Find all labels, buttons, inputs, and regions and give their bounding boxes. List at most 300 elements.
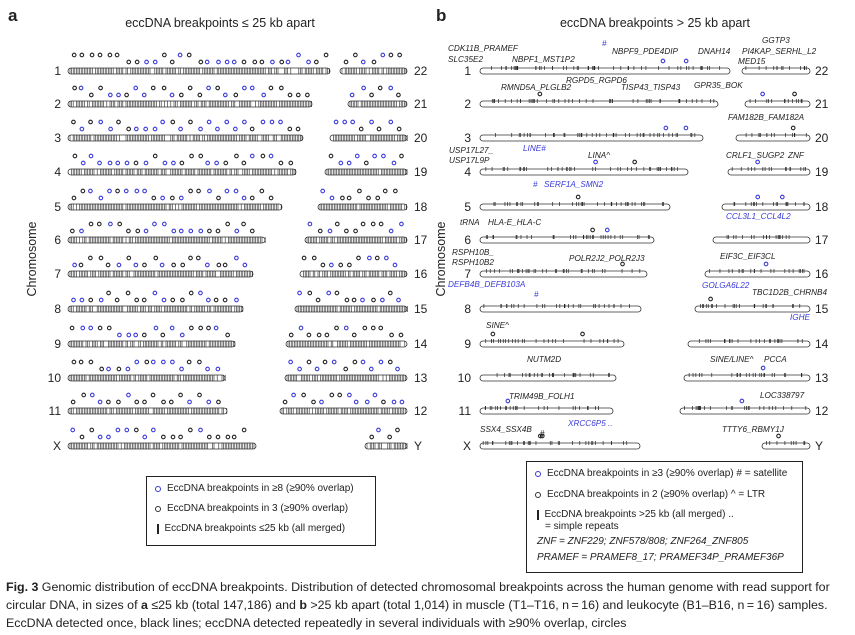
panel-a-breakpoint-circle: [179, 435, 183, 439]
panel-a-breakpoint-circle: [381, 53, 385, 57]
panel-a-breakpoint-circle: [181, 298, 185, 302]
panel-a-breakpoint-circle: [371, 222, 375, 226]
panel-b-ideogram: [448, 36, 829, 453]
gene-label: RSPH10B_: [452, 248, 494, 257]
panel-a-breakpoint-circle: [289, 360, 293, 364]
panel-a-breakpoint-circle: [189, 291, 193, 295]
panel-a-breakpoint-circle: [381, 298, 385, 302]
panel-a-breakpoint-circle: [199, 60, 203, 64]
panel-a-breakpoint-circle: [97, 222, 101, 226]
vertical-line-icon: [537, 510, 539, 520]
panel-b-breakpoint-circle: [709, 297, 713, 301]
panel-a-breakpoint-circle: [163, 161, 167, 165]
panel-a-breakpoint-circle: [117, 93, 121, 97]
legend-a-item-lines: EccDNA breakpoints ≤25 kb (all merged): [157, 523, 345, 534]
panel-a-breakpoint-circle: [223, 298, 227, 302]
panel-a-breakpoint-circle: [253, 60, 257, 64]
panel-a-breakpoint-circle: [207, 86, 211, 90]
panel-a-breakpoint-circle: [330, 196, 334, 200]
black-circle-icon: [155, 506, 161, 512]
gene-label: USP17L9P: [449, 156, 490, 165]
panel-a-breakpoint-circle: [377, 127, 381, 131]
panel-a-breakpoint-circle: [99, 256, 103, 260]
panel-a-breakpoint-circle: [372, 298, 376, 302]
panel-a-breakpoint-circle: [89, 360, 93, 364]
panel-a-chr-label-right: 12: [414, 404, 428, 418]
panel-a-breakpoint-circle: [385, 256, 389, 260]
panel-b-chr-label-left: 3: [464, 131, 471, 145]
gene-label: TTTY6_RBMY1J: [722, 425, 784, 434]
panel-a-breakpoint-circle: [72, 298, 76, 302]
panel-a-breakpoint-circle: [339, 161, 343, 165]
panel-a-breakpoint-circle: [302, 256, 306, 260]
gene-label: IGHE: [790, 313, 811, 322]
panel-a-breakpoint-circle: [388, 360, 392, 364]
panel-a-breakpoint-circle: [302, 393, 306, 397]
vertical-line-icon: [157, 524, 159, 534]
panel-a-breakpoint-circle: [332, 360, 336, 364]
panel-a-breakpoint-circle: [397, 127, 401, 131]
panel-a-breakpoint-circle: [79, 263, 83, 267]
panel-a-title: eccDNA breakpoints ≤ 25 kb apart: [125, 16, 315, 30]
panel-a-breakpoint-circle: [170, 93, 174, 97]
panel-a-breakpoint-circle: [80, 435, 84, 439]
panel-a-breakpoint-circle: [99, 86, 103, 90]
panel-a-breakpoint-circle: [180, 93, 184, 97]
panel-a-breakpoint-circle: [334, 120, 338, 124]
panel-a-breakpoint-circle: [388, 435, 392, 439]
panel-a-breakpoint-circle: [216, 367, 220, 371]
panel-a-breakpoint-circle: [207, 435, 211, 439]
panel-a-breakpoint-circle: [187, 360, 191, 364]
panel-a-breakpoint-circle: [389, 86, 393, 90]
panel-a-breakpoint-circle: [280, 60, 284, 64]
panel-b-breakpoint-circle: [594, 160, 598, 164]
panel-a-breakpoint-circle: [217, 196, 221, 200]
panel-b-chr-label-left: 4: [464, 165, 471, 179]
panel-a-breakpoint-circle: [232, 60, 236, 64]
panel-a-breakpoint-circle: [308, 291, 312, 295]
panel-a-breakpoint-circle: [98, 326, 102, 330]
panel-a-breakpoint-circle: [345, 298, 349, 302]
panel-a-breakpoint-circle: [370, 93, 374, 97]
panel-a-breakpoint-circle: [81, 161, 85, 165]
gene-label: PCCA: [764, 355, 787, 364]
panel-a-breakpoint-circle: [279, 161, 283, 165]
panel-a-breakpoint-circle: [143, 263, 147, 267]
panel-a-breakpoint-circle: [116, 428, 120, 432]
panel-a-breakpoint-circle: [315, 60, 319, 64]
panel-a-breakpoint-circle: [329, 154, 333, 158]
panel-a-breakpoint-circle: [379, 326, 383, 330]
panel-a-breakpoint-circle: [142, 298, 146, 302]
panel-b-chr-label-left: 11: [458, 404, 471, 418]
panel-a-breakpoint-circle: [72, 196, 76, 200]
panel-a-breakpoint-circle: [343, 120, 347, 124]
panel-a-breakpoint-circle: [378, 86, 382, 90]
panel-a-breakpoint-circle: [72, 120, 76, 124]
panel-a-breakpoint-circle: [89, 189, 93, 193]
panel-b-chromosome-11: [480, 408, 613, 414]
panel-b-chr-label-right: 12: [815, 404, 829, 418]
panel-a-breakpoint-circle: [289, 333, 293, 337]
panel-a-breakpoint-circle: [335, 291, 339, 295]
panel-a-breakpoint-circle: [355, 154, 359, 158]
panel-a-breakpoint-circle: [90, 53, 94, 57]
panel-a-breakpoint-circle: [153, 222, 157, 226]
panel-a-breakpoint-circle: [299, 326, 303, 330]
panel-a-breakpoint-circle: [392, 400, 396, 404]
panel-a-breakpoint-circle: [180, 161, 184, 165]
gene-label: GPR35_BOK: [694, 81, 743, 90]
panel-a-breakpoint-circle: [125, 428, 129, 432]
panel-a-breakpoint-circle: [327, 291, 331, 295]
panel-a-breakpoint-circle: [344, 367, 348, 371]
panel-a-breakpoint-circle: [162, 298, 166, 302]
panel-a-breakpoint-circle: [344, 60, 348, 64]
panel-a-breakpoint-circle: [352, 333, 356, 337]
panel-a-chr-label-right: 18: [414, 200, 428, 214]
panel-a-breakpoint-circle: [206, 263, 210, 267]
panel-a-chromosome-19: [325, 169, 407, 175]
panel-b-breakpoint-circle: [761, 366, 765, 370]
panel-a-breakpoint-circle: [189, 229, 193, 233]
panel-a-breakpoint-circle: [100, 367, 104, 371]
panel-a-breakpoint-circle: [226, 435, 230, 439]
black-circle-icon: [535, 492, 541, 498]
gene-label: TBC1D2B_CHRNB4: [752, 288, 828, 297]
gene-label: SERF1A_SMN2: [544, 180, 604, 189]
panel-a-breakpoint-circle: [261, 154, 265, 158]
panel-a-breakpoint-circle: [370, 120, 374, 124]
panel-a-breakpoint-circle: [117, 263, 121, 267]
panel-a-breakpoint-circle: [328, 229, 332, 233]
panel-a-breakpoint-circle: [396, 367, 400, 371]
panel-b-chr-label-right: 19: [815, 165, 829, 179]
panel-a-breakpoint-circle: [320, 400, 324, 404]
panel-a-breakpoint-circle: [144, 127, 148, 131]
panel-a-breakpoint-circle: [372, 60, 376, 64]
panel-a-breakpoint-circle: [162, 86, 166, 90]
panel-a-breakpoint-circle: [260, 189, 264, 193]
panel-a-breakpoint-circle: [154, 326, 158, 330]
panel-a-breakpoint-circle: [180, 367, 184, 371]
gene-label: USP17L27_: [449, 146, 494, 155]
panel-a-breakpoint-circle: [161, 196, 165, 200]
panel-a-breakpoint-circle: [99, 120, 103, 124]
panel-a-chromosome-8: [68, 306, 243, 312]
panel-a-breakpoint-circle: [98, 435, 102, 439]
panel-a-breakpoint-circle: [136, 229, 140, 233]
panel-a-breakpoint-circle: [163, 222, 167, 226]
panel-a-breakpoint-circle: [312, 256, 316, 260]
panel-b-chromosome-6: [480, 237, 654, 243]
panel-a-breakpoint-circle: [170, 326, 174, 330]
panel-a-breakpoint-circle: [143, 400, 147, 404]
panel-b-breakpoint-circle: [576, 195, 580, 199]
panel-a-breakpoint-circle: [217, 60, 221, 64]
gene-label: MED15: [738, 57, 766, 66]
panel-b-chr-label-left: 8: [464, 302, 471, 316]
panel-a-breakpoint-circle: [330, 393, 334, 397]
panel-a-breakpoint-circle: [286, 60, 290, 64]
panel-a-breakpoint-circle: [126, 367, 130, 371]
gene-label: EIF3C_EIF3CL: [720, 252, 776, 261]
panel-a-breakpoint-circle: [89, 154, 93, 158]
gene-label: POLR2J2_POLR2J3: [569, 254, 645, 263]
panel-b-chr-label-right: 15: [815, 302, 829, 316]
panel-a-breakpoint-circle: [397, 298, 401, 302]
panel-a-breakpoint-circle: [198, 93, 202, 97]
panel-a-breakpoint-circle: [134, 86, 138, 90]
gene-label: DEFB4B_DEFB103A: [448, 280, 526, 289]
panel-a-breakpoint-circle: [197, 189, 201, 193]
panel-a-breakpoint-circle: [335, 326, 339, 330]
panel-a-breakpoint-circle: [162, 400, 166, 404]
panel-a-breakpoint-circle: [383, 189, 387, 193]
gene-label: GOLGA6L22: [702, 281, 750, 290]
panel-a-breakpoint-circle: [379, 360, 383, 364]
panel-a-breakpoint-circle: [189, 120, 193, 124]
panel-a-breakpoint-circle: [199, 229, 203, 233]
panel-a-breakpoint-circle: [225, 120, 229, 124]
panel-a-breakpoint-circle: [127, 256, 131, 260]
panel-a-breakpoint-circle: [135, 189, 139, 193]
panel-b-chr-label-right: 22: [815, 64, 829, 78]
panel-b-breakpoint-circle: [791, 126, 795, 130]
panel-a-breakpoint-circle: [109, 127, 113, 131]
panel-b-chromosome-13: [684, 375, 810, 381]
panel-a-breakpoint-circle: [134, 161, 138, 165]
gene-label: RSPH10B2: [452, 258, 494, 267]
panel-a-breakpoint-circle: [250, 154, 254, 158]
panel-a-breakpoint-circle: [335, 222, 339, 226]
panel-b-chr-label-left: 7: [464, 267, 471, 281]
panel-b-y-axis-label: Chromosome: [434, 221, 448, 297]
panel-a-breakpoint-circle: [199, 326, 203, 330]
panel-a-chr-label-right: 22: [414, 64, 428, 78]
panel-a-breakpoint-circle: [90, 93, 94, 97]
legend-b-item-simple-repeats: = simple repeats: [545, 521, 619, 532]
panel-a-breakpoint-circle: [115, 298, 119, 302]
panel-a-breakpoint-circle: [226, 333, 230, 337]
panel-a-breakpoint-circle: [172, 161, 176, 165]
panel-b-breakpoint-circle: [793, 92, 797, 96]
panel-a-breakpoint-circle: [151, 393, 155, 397]
gene-label: CRLF1_SUGP2: [726, 151, 785, 160]
panel-a-breakpoint-circle: [160, 263, 164, 267]
panel-a-breakpoint-circle: [198, 360, 202, 364]
panel-a-chr-label-left: 8: [54, 302, 61, 316]
panel-b-chromosome-8: [480, 306, 641, 312]
panel-a-breakpoint-circle: [361, 360, 365, 364]
panel-a-breakpoint-circle: [242, 161, 246, 165]
panel-a-breakpoint-circle: [180, 333, 184, 337]
panel-a-breakpoint-circle: [243, 263, 247, 267]
legend-b-item-blue-circles: EccDNA breakpoints in ≥3 (≥90% overlap) # = satellite: [535, 468, 787, 479]
panel-a-breakpoint-circle: [89, 120, 93, 124]
panel-a-chr-label-right: 17: [414, 233, 428, 247]
panel-a-breakpoint-circle: [375, 256, 379, 260]
panel-a-chromosome-11: [68, 408, 227, 414]
panel-a-breakpoint-circle: [330, 263, 334, 267]
panel-b-chr-label-right: Y: [815, 439, 824, 453]
panel-a-breakpoint-circle: [71, 400, 75, 404]
panel-a-breakpoint-circle: [400, 400, 404, 404]
panel-a-breakpoint-circle: [172, 229, 176, 233]
panel-b-breakpoint-circle: [764, 262, 768, 266]
panel-a-breakpoint-circle: [72, 360, 76, 364]
panel-a-breakpoint-circle: [216, 229, 220, 233]
panel-a-breakpoint-circle: [359, 127, 363, 131]
panel-a-breakpoint-circle: [206, 367, 210, 371]
panel-b-chr-label-left: 9: [464, 337, 471, 351]
panel-b-breakpoint-circle: [684, 126, 688, 130]
panel-a-breakpoint-circle: [108, 53, 112, 57]
panel-a-breakpoint-circle: [117, 120, 121, 124]
panel-b-breakpoint-circle: [756, 195, 760, 199]
legend-b-item-black-circles: EccDNA breakpoints in 2 (≥90% overlap) ^ = LTR: [535, 489, 765, 500]
panel-b-breakpoint-circle: [684, 59, 688, 63]
panel-b-chr-label-left: 1: [464, 64, 471, 78]
gene-label: PI4KAP_SERHL_L2: [742, 47, 817, 56]
panel-a-breakpoint-circle: [347, 196, 351, 200]
panel-a-chr-label-right: 21: [414, 97, 428, 111]
panel-a-breakpoint-circle: [382, 400, 386, 404]
panel-a-breakpoint-circle: [143, 189, 147, 193]
panel-a-chr-label-left: 4: [54, 165, 61, 179]
panel-a-breakpoint-circle: [224, 161, 228, 165]
panel-a-breakpoint-circle: [117, 400, 121, 404]
gene-label: DNAH14: [698, 47, 731, 56]
panel-a-breakpoint-circle: [196, 256, 200, 260]
panel-a-breakpoint-circle: [107, 435, 111, 439]
panel-a-breakpoint-circle: [365, 161, 369, 165]
panel-a-breakpoint-circle: [215, 161, 219, 165]
panel-a-breakpoint-circle: [321, 263, 325, 267]
panel-a-breakpoint-circle: [127, 229, 131, 233]
panel-a-breakpoint-circle: [354, 229, 358, 233]
panel-a-breakpoint-circle: [269, 196, 273, 200]
panel-a-breakpoint-circle: [125, 93, 129, 97]
gene-label: NBPF1_MST1P2: [512, 55, 575, 64]
panel-a-breakpoint-circle: [298, 367, 302, 371]
panel-a-breakpoint-circle: [389, 229, 393, 233]
panel-a-breakpoint-circle: [107, 367, 111, 371]
panel-a-chr-label-left: 7: [54, 267, 61, 281]
panel-a-breakpoint-circle: [354, 53, 358, 57]
panel-a-breakpoint-circle: [344, 326, 348, 330]
panel-a-breakpoint-circle: [170, 60, 174, 64]
panel-a-breakpoint-circle: [260, 60, 264, 64]
panel-a-breakpoint-circle: [179, 393, 183, 397]
gene-label: SINE/LINE^: [710, 355, 754, 364]
legend-b-note-pramef: PRAMEF = PRAMEF8_17; PRAMEF34P_PRAMEF36P: [537, 552, 784, 563]
panel-a-breakpoint-circle: [152, 196, 156, 200]
panel-a-breakpoint-circle: [80, 229, 84, 233]
panel-a-breakpoint-circle: [70, 326, 74, 330]
panel-a-breakpoint-circle: [216, 86, 220, 90]
panel-a-breakpoint-circle: [224, 93, 228, 97]
panel-a-breakpoint-circle: [324, 53, 328, 57]
panel-a-breakpoint-circle: [106, 263, 110, 267]
panel-a-chr-label-right: Y: [414, 439, 423, 453]
panel-a-breakpoint-circle: [234, 189, 238, 193]
panel-a-chr-label-right: 15: [414, 302, 428, 316]
panel-a-breakpoint-circle: [151, 360, 155, 364]
panel-a-breakpoint-circle: [171, 435, 175, 439]
gene-label: #: [602, 39, 607, 48]
gene-label: RMND5A_PLGLB2: [501, 83, 572, 92]
blue-circle-icon: [155, 486, 161, 492]
panel-a-breakpoint-circle: [134, 127, 138, 131]
panel-a-breakpoint-circle: [107, 400, 111, 404]
panel-a-breakpoint-circle: [207, 298, 211, 302]
panel-a-breakpoint-circle: [82, 393, 86, 397]
panel-b-breakpoint-circle: [605, 228, 609, 232]
gene-label: ZNF: [788, 151, 804, 160]
panel-a-breakpoint-circle: [207, 120, 211, 124]
panel-a-breakpoint-circle: [135, 400, 139, 404]
panel-a-breakpoint-circle: [306, 93, 310, 97]
panel-a-breakpoint-circle: [379, 222, 383, 226]
gene-label: TRIM49B_FOLH1: [509, 392, 575, 401]
panel-a-chr-label-left: 9: [54, 337, 61, 351]
panel-a-y-axis-label: Chromosome: [25, 221, 39, 297]
panel-a-breakpoint-circle: [365, 400, 369, 404]
panel-a-breakpoint-circle: [377, 428, 381, 432]
panel-a-breakpoint-circle: [170, 400, 174, 404]
panel-a-breakpoint-circle: [216, 435, 220, 439]
panel-b-chr-label-right: 16: [815, 267, 829, 281]
panel-a-breakpoint-circle: [152, 428, 156, 432]
panel-a-breakpoint-circle: [292, 393, 296, 397]
panel-a-breakpoint-circle: [325, 333, 329, 337]
gene-label: CCL3L1_CCL4L2: [726, 212, 791, 221]
panel-a-breakpoint-circle: [125, 161, 129, 165]
panel-b-chromosome-9: [480, 341, 624, 347]
panel-a-breakpoint-circle: [73, 86, 77, 90]
gene-label: HLA-E_HLA-C: [488, 218, 542, 227]
panel-b-chromosome-Y: [762, 443, 810, 449]
panel-a-breakpoint-circle: [217, 263, 221, 267]
panel-a-breakpoint-circle: [214, 298, 218, 302]
panel-a-breakpoint-circle: [382, 154, 386, 158]
panel-a-breakpoint-circle: [89, 326, 93, 330]
gene-label: XRCC6P5 ..: [568, 419, 613, 428]
panel-a-breakpoint-circle: [80, 298, 84, 302]
panel-a-breakpoint-circle: [234, 127, 238, 131]
gene-label: GGTP3: [762, 36, 790, 45]
panel-a-breakpoint-circle: [262, 93, 266, 97]
panel-b-chr-label-right: 13: [815, 371, 829, 385]
panel-b-chromosome-3: [480, 135, 703, 141]
gene-label: SINE^: [486, 321, 509, 330]
panel-a-breakpoint-circle: [307, 333, 311, 337]
panel-a-letter: a: [8, 6, 18, 25]
gene-label: LINE#: [523, 144, 546, 153]
panel-a-breakpoint-circle: [308, 222, 312, 226]
panel-b-breakpoint-circle: [756, 160, 760, 164]
panel-b-breakpoint-circle: [780, 195, 784, 199]
panel-b-breakpoint-circle: [761, 92, 765, 96]
panel-a-breakpoint-circle: [279, 120, 283, 124]
panel-a-breakpoint-circle: [134, 333, 138, 337]
panel-a-chr-label-left: 1: [54, 64, 61, 78]
panel-a-breakpoint-circle: [338, 393, 342, 397]
panel-a-breakpoint-circle: [225, 60, 229, 64]
panel-a-breakpoint-circle: [188, 400, 192, 404]
